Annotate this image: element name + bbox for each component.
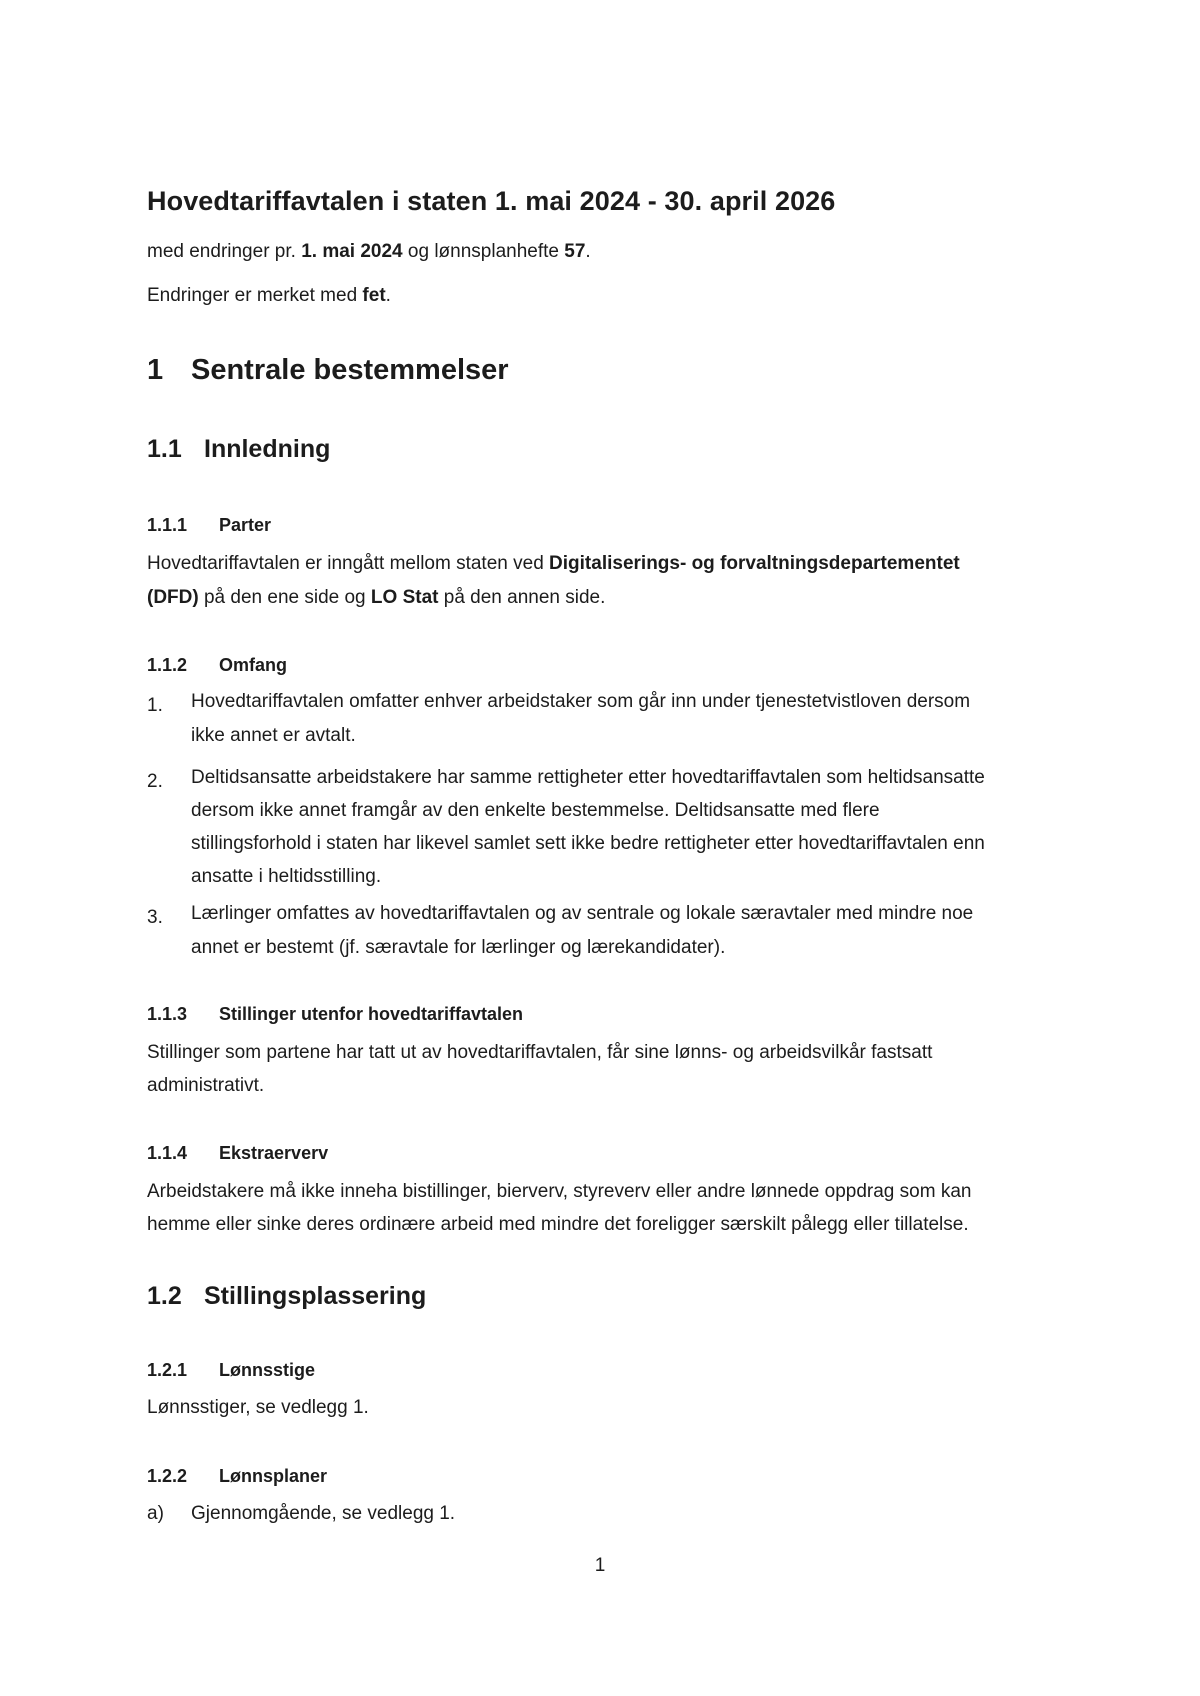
paragraph-text: på den annen side.: [438, 587, 606, 608]
ministry-abbreviation: (DFD): [147, 587, 199, 608]
section-title: Lønnsplaner: [219, 1466, 328, 1486]
changes-note-text: Endringer er merket med: [147, 285, 363, 306]
section-heading-1-1: [147, 435, 330, 464]
list-item-line: Gjennomgående, se vedlegg 1.: [191, 1503, 456, 1524]
subtitle-date: 1. mai 2024: [301, 241, 403, 262]
list-item-line: Lærlinger omfattes av hovedtariffavtalen og av sentrale og lokale særavtaler med mindre noe: [191, 903, 974, 924]
section-heading-1: [147, 354, 509, 387]
list-item-label: a): [147, 1503, 164, 1524]
list-item-line: ikke annet er avtalt.: [191, 725, 356, 746]
section-number: 1.1.4: [147, 1143, 188, 1163]
changes-note-text: .: [385, 285, 391, 306]
section-number: 1.2: [147, 1282, 182, 1310]
section-number: 1.1: [147, 435, 182, 463]
union-name: LO Stat: [370, 587, 439, 608]
list-item-number: 3.: [147, 907, 163, 928]
section-number: 1: [147, 354, 164, 386]
section-title: Sentrale bestemmelser: [191, 354, 509, 386]
list-item-line: Hovedtariffavtalen omfatter enhver arbeidstaker som går inn under tjenestetvistloven dersom: [191, 691, 971, 712]
section-heading-1-2-1: [147, 1360, 315, 1381]
parter-paragraph-line: [147, 552, 960, 576]
section-title: Parter: [219, 515, 272, 535]
paragraph-line: Stillinger som partene har tatt ut av hovedtariffavtalen, får sine lønns- og arbeidsvilkår fastsatt: [147, 1042, 933, 1063]
list-item-number: 2.: [147, 771, 163, 792]
subtitle-text: med endringer pr.: [147, 241, 302, 262]
section-number: 1.1.2: [147, 655, 188, 675]
paragraph-line: administrativt.: [147, 1075, 265, 1096]
parter-paragraph-line: [147, 586, 605, 610]
list-item-line: ansatte i heltidsstilling.: [191, 866, 382, 887]
section-title: Lønnsstige: [219, 1360, 316, 1380]
document-title: Hovedtariffavtalen i staten 1. mai 2024 - 30. april 2026: [147, 186, 836, 216]
section-number: 1.2.1: [147, 1360, 188, 1380]
section-title: Stillingsplassering: [204, 1282, 427, 1310]
subtitle-booklet-number: 57: [564, 241, 586, 262]
list-item-line: annet er bestemt (jf. særavtale for lærlinger og lærekandidater).: [191, 937, 726, 958]
list-item-line: stillingsforhold i staten har likevel samlet sett ikke bedre rettigheter etter hovedtariffavtalen enn: [191, 833, 985, 854]
paragraph-line: hemme eller sinke deres ordinære arbeid med mindre det foreligger særskilt pålegg eller tillatelse.: [147, 1214, 969, 1235]
section-number: 1.1.1: [147, 515, 188, 535]
paragraph-text: Hovedtariffavtalen er inngått mellom staten ved: [147, 553, 550, 574]
paragraph-line: Arbeidstakere må ikke inneha bistillinger, bierverv, styreverv eller andre lønnede oppdrag som kan: [147, 1181, 972, 1202]
document-subtitle: [147, 240, 591, 264]
section-title: Omfang: [219, 655, 288, 675]
section-title: Innledning: [204, 435, 331, 463]
section-heading-1-1-4: [147, 1143, 328, 1164]
section-heading-1-1-3: [147, 1004, 523, 1025]
ministry-name: Digitaliserings- og forvaltningsdepartementet: [549, 553, 960, 574]
list-item-line: Deltidsansatte arbeidstakere har samme rettigheter etter hovedtariffavtalen som heltidsansatte: [191, 767, 985, 788]
section-heading-1-2: [147, 1282, 426, 1311]
changes-note: [147, 284, 391, 308]
subtitle-text: .: [585, 241, 591, 262]
paragraph-line: Lønnsstiger, se vedlegg 1.: [147, 1397, 369, 1418]
section-heading-1-1-2: [147, 655, 287, 676]
page-number: 1: [594, 1555, 606, 1576]
list-item-number: 1.: [147, 695, 163, 716]
section-number: 1.1.3: [147, 1004, 188, 1024]
section-number: 1.2.2: [147, 1466, 188, 1486]
section-heading-1-2-2: [147, 1466, 327, 1487]
paragraph-text: på den ene side og: [198, 587, 371, 608]
section-title: Ekstraerverv: [219, 1143, 329, 1163]
changes-note-bold: fet: [362, 285, 386, 306]
section-title: Stillinger utenfor hovedtariffavtalen: [219, 1004, 524, 1024]
section-heading-1-1-1: [147, 515, 271, 536]
list-item-line: dersom ikke annet framgår av den enkelte bestemmelse. Deltidsansatte med flere: [191, 800, 880, 821]
subtitle-text: og lønnsplanhefte: [402, 241, 565, 262]
